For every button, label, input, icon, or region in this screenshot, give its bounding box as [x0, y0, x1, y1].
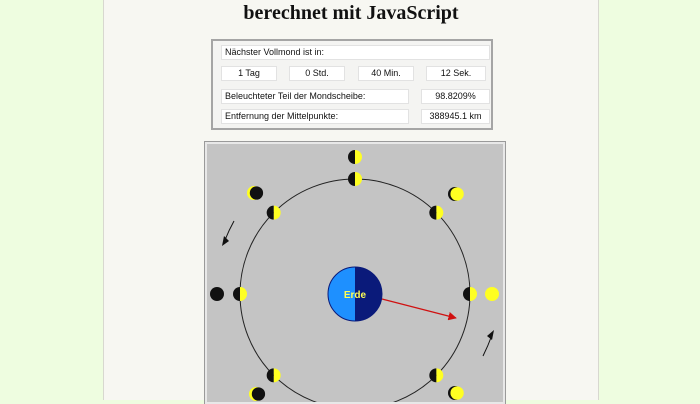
moon-icon — [267, 206, 281, 220]
moon-phase-icon — [485, 287, 499, 301]
moon-phase-icon — [210, 287, 224, 301]
countdown-minutes: 40 Min. — [358, 66, 414, 81]
moon-phase-icon — [247, 186, 263, 200]
moon-phase-icon — [348, 150, 362, 164]
distance-value: 388945.1 km — [421, 109, 490, 124]
countdown-hours: 0 Std. — [289, 66, 345, 81]
illumination-label: Beleuchteter Teil der Mondscheibe: — [221, 89, 409, 104]
next-full-moon-label: Nächster Vollmond ist in: — [221, 45, 490, 60]
countdown-days: 1 Tag — [221, 66, 277, 81]
moon-direction-arrow — [382, 299, 456, 318]
moon-icon — [429, 206, 443, 220]
moon-icon — [348, 172, 362, 186]
moon-phase-diagram — [205, 142, 505, 404]
rotation-arrow-icon — [222, 221, 234, 246]
moon-phase-icon — [249, 387, 265, 401]
orbit-svg — [207, 144, 503, 402]
moon-icon — [267, 368, 281, 382]
page-title: berechnet mit JavaScript — [243, 2, 459, 24]
illumination-value: 98.8209% — [421, 89, 490, 104]
rotation-arrow-icon — [483, 330, 494, 356]
moon-phase-icon — [448, 187, 464, 201]
countdown-seconds: 12 Sek. — [426, 66, 486, 81]
moon-icon — [233, 287, 247, 301]
page-container — [103, 0, 599, 400]
moon-phase-icon — [448, 386, 464, 400]
earth-label: Erde — [343, 290, 367, 301]
distance-label: Entfernung der Mittelpunkte: — [221, 109, 409, 124]
moon-icon — [429, 368, 443, 382]
moon-info-panel — [211, 39, 493, 130]
moon-icon — [463, 287, 477, 301]
